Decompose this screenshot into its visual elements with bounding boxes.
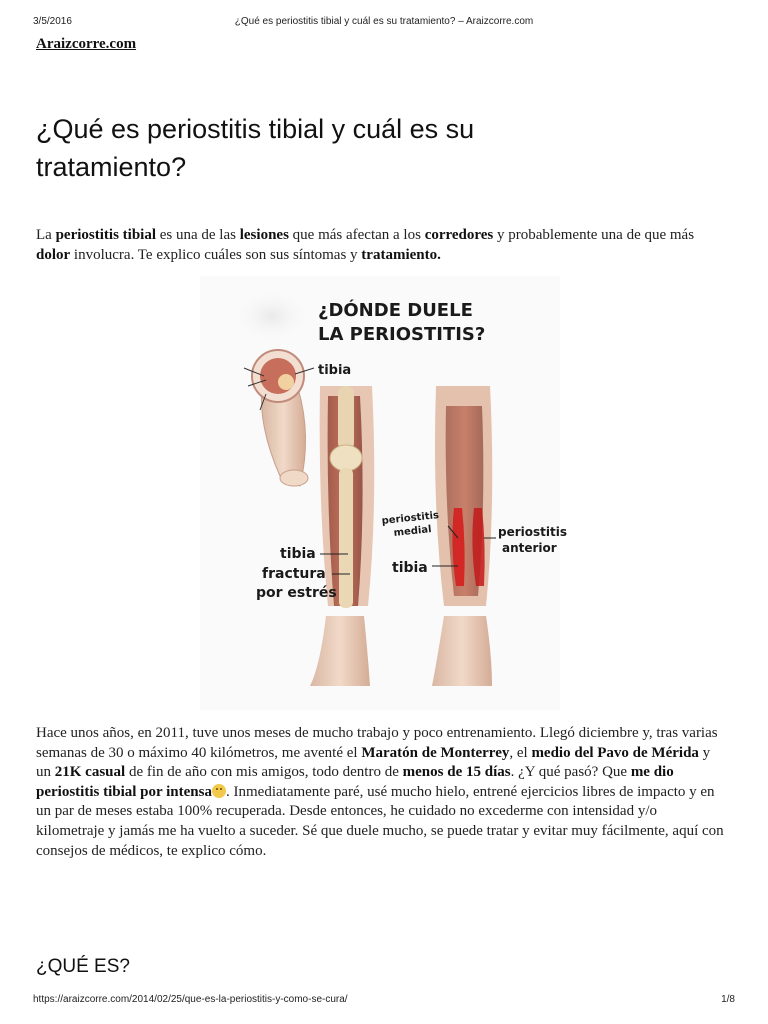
- label-fractura-line1: fractura: [262, 566, 326, 582]
- site-name-link[interactable]: Araizcorre.com: [36, 36, 137, 52]
- text-run: . ¿Y qué pasó? Que: [510, 764, 631, 781]
- sad-face-icon: [212, 784, 226, 798]
- print-date: 3/5/2016: [33, 16, 72, 27]
- text-run: involucra. Te explico cuáles son sus síntomas y: [70, 246, 362, 263]
- print-footer: [33, 994, 735, 1008]
- text-run: y un: [36, 744, 711, 781]
- bold-text: periostitis tibial: [55, 227, 156, 243]
- bold-text: menos de 15 días: [402, 764, 511, 781]
- label-tibia-left: tibia: [280, 546, 316, 562]
- cross-section-leg: [244, 350, 314, 486]
- label-medial-line2: medial: [393, 524, 433, 539]
- text-run: de fin de año con mis amigos, todo dentro de: [125, 764, 403, 781]
- intro-paragraph: [36, 226, 726, 265]
- text-run: es una de las: [156, 227, 240, 243]
- figure-heading-line2: LA PERIOSTITIS?: [318, 324, 486, 345]
- section-heading: ¿QUÉ ES?: [36, 956, 130, 977]
- bold-text: corredores: [424, 227, 494, 243]
- text-run: , el: [509, 744, 532, 761]
- print-page-title: ¿Qué es periostitis tibial y cuál es su tratamiento? – Araizcorre.com: [234, 16, 534, 27]
- print-header: [33, 16, 735, 30]
- periostitis-illustration: [200, 276, 567, 710]
- text-run: Hace unos años, en 2011, tuve unos meses de mucho trabajo y poco entrenamiento. Llegó diciembre y, tras varias semanas de 30 o máximo 40 kilómetros, me aventé el: [36, 725, 718, 761]
- label-medial-line1: periostitis: [381, 510, 440, 527]
- print-page-number: 1/8: [721, 994, 735, 1005]
- label-anterior-line2: anterior: [502, 541, 557, 555]
- label-tibia-top: tibia: [318, 363, 352, 378]
- bold-text: dolor: [36, 246, 71, 263]
- left-leg-bones: [310, 386, 374, 686]
- text-run: que más afectan a los: [288, 227, 425, 243]
- leg-diagram: [200, 276, 567, 710]
- bold-text: me dio periostitis tibial por intensa: [36, 764, 674, 800]
- bold-text: tratamiento.: [361, 246, 441, 263]
- print-url: https://araizcorre.com/2014/02/25/que-es-la-periostitis-y-como-se-cura/: [33, 994, 348, 1005]
- label-fractura-line2: por estrés: [256, 585, 337, 601]
- bold-text: 21K casual: [54, 764, 126, 781]
- text-run: La: [36, 227, 56, 243]
- text-run: y probablemente una de que más: [493, 227, 695, 243]
- article-title: ¿Qué es periostitis tibial y cuál es su tratamiento?: [36, 114, 475, 182]
- bold-text: medio del Pavo de Mérida: [531, 744, 699, 761]
- right-leg-muscles: [432, 386, 492, 686]
- label-anterior-line1: periostitis: [498, 525, 567, 539]
- text-run: . Inmediatamente paré, usé mucho hielo, entrené ejercicios libres de impacto y en un par de meses estaba 100% recuperada. Desde entonces, he cuidado no excederme con intensidad y/o kilometraje y jamás me ha vuelto a suceder. Sé que duele mucho, se puede tratar y evitar muy fácilmente, aquí con consejos de médicos, te explico cómo.: [36, 783, 724, 859]
- story-paragraph: [36, 724, 726, 861]
- label-tibia-right: tibia: [392, 560, 428, 576]
- figure-heading-line1: ¿DÓNDE DUELE: [318, 300, 473, 321]
- bold-text: lesiones: [239, 227, 289, 243]
- bold-text: Maratón de Monterrey: [361, 744, 510, 761]
